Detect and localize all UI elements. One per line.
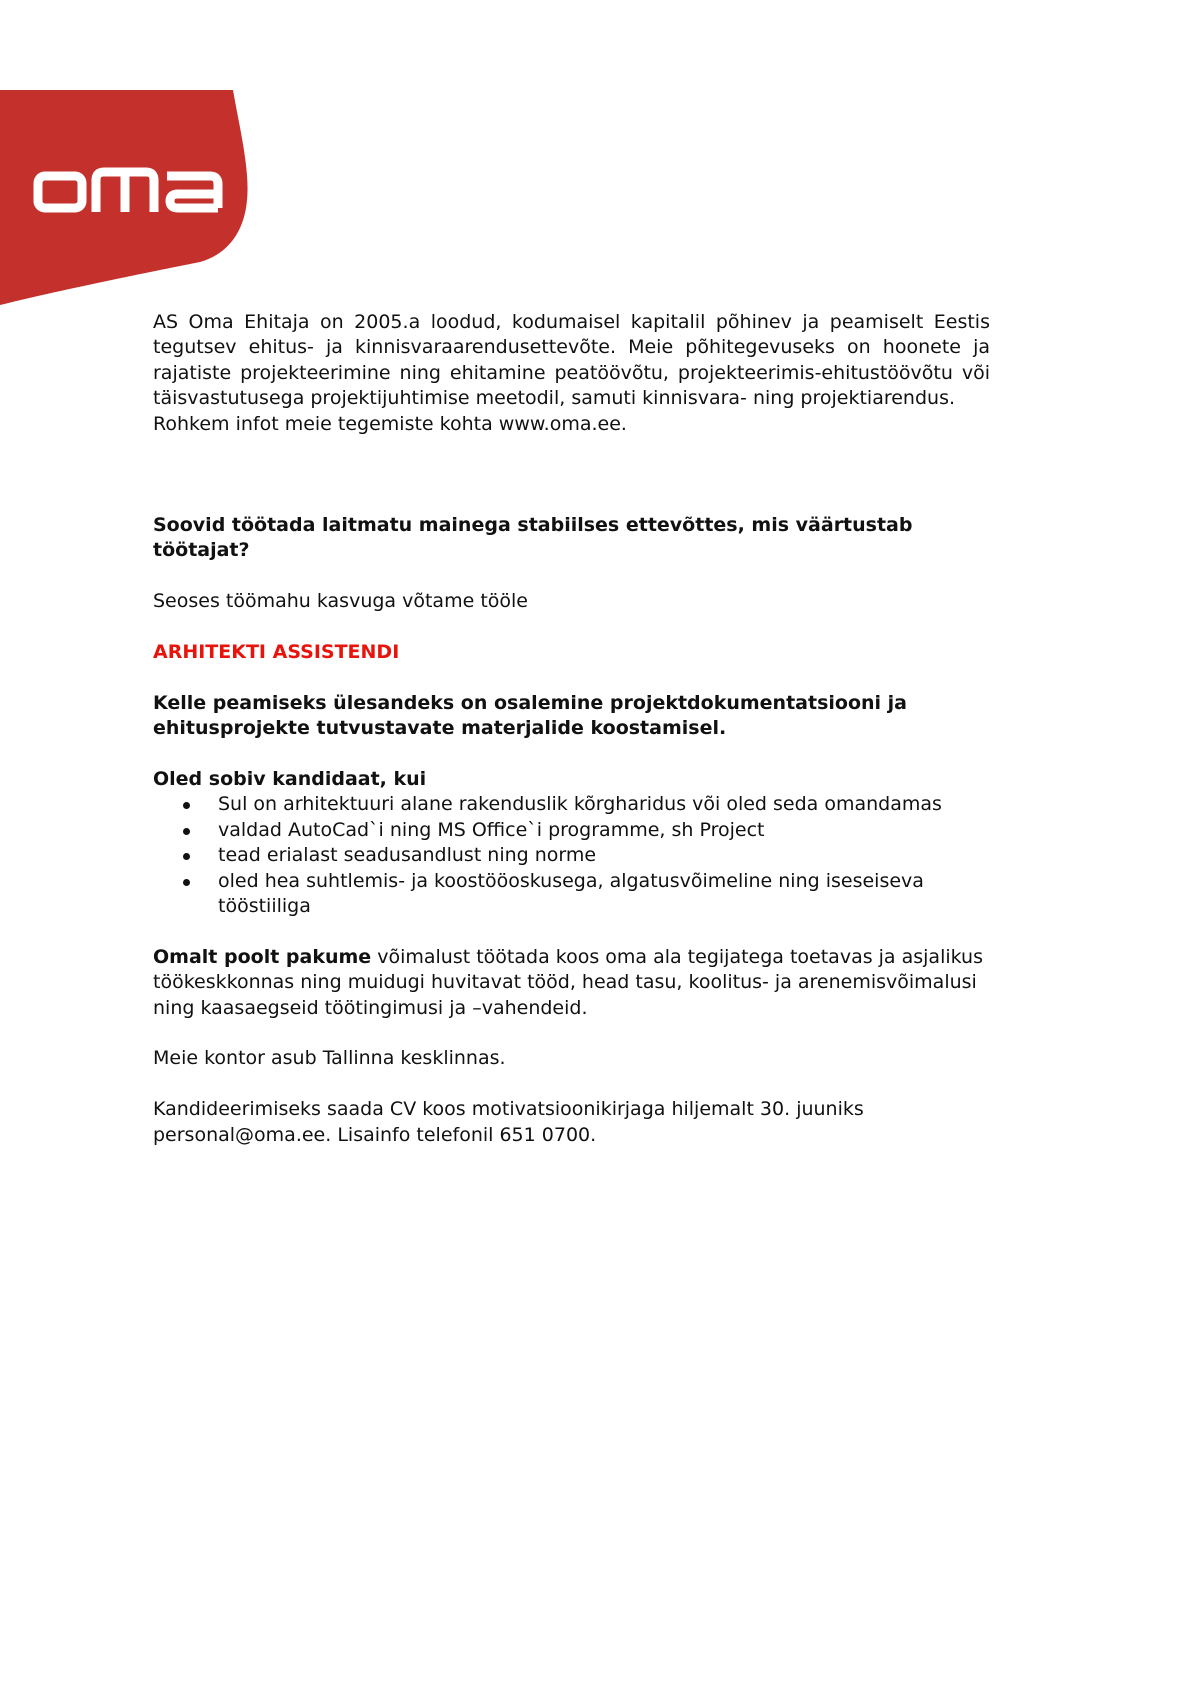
intro-line: AS Oma Ehitaja on 2005.a loodud, kodumaisel kapitalil põhinev ja peamiselt Eestis — [153, 311, 990, 333]
requirements-heading: Oled sobiv kandidaat, kui — [153, 768, 427, 791]
bullet-icon — [183, 828, 190, 835]
bullet-icon — [183, 853, 190, 860]
requirement-item: valdad AutoCad`i ning MS Office`i programme, sh Project — [153, 818, 990, 843]
offer-paragraph — [153, 945, 990, 1021]
main-task — [153, 691, 990, 742]
main-task-line: ehitusprojekte tutvustavate materjalide koostamisel. — [153, 717, 727, 740]
main-task-line: Kelle peamiseks ülesandeks on osalemine projektdokumentatsiooni ja — [153, 691, 907, 714]
apply-contact: . Lisainfo telefonil 651 0700. — [325, 1123, 597, 1146]
apply-paragraph — [153, 1097, 990, 1148]
intro-line: Rohkem infot meie tegemiste kohta www.oma.ee. — [153, 412, 627, 435]
intro-line: tegutsev ehitus- ja kinnisvaraarendusettevõte. Meie põhitegevuseks on hoonete ja — [153, 336, 990, 359]
bullet-icon — [183, 879, 190, 886]
requirement-item: tead erialast seadusandlust ning norme — [153, 843, 990, 868]
apply-line: Kandideerimiseks saada CV koos motivatsioonikirjaga hiljemalt 30. juuniks — [153, 1098, 864, 1121]
intro-paragraph — [153, 310, 990, 437]
offer-text: võimalust töötada koos oma ala tegijatega toetavas ja asjalikus töökeskkonnas ning muidugi huvitavat tööd, head tasu, koolitus- ja arenemisvõimalusi ning kaasaegseid töötingimusi ja –vahendeid. — [153, 945, 983, 1019]
oma-logo-shape — [0, 0, 260, 320]
requirement-item: oled hea suhtlemis- ja koostööoskusega, algatusvõimeline ning iseseiseva tööstiiliga — [153, 869, 990, 920]
bullet-icon — [183, 802, 190, 809]
apply-email-link[interactable]: personal@oma.ee — [153, 1123, 326, 1146]
requirement-item: Sul on arhitektuuri alane rakenduslik kõrgharidus või oled seda omandamas — [153, 792, 990, 817]
offer-lead: Omalt poolt pakume — [153, 945, 372, 968]
job-title: ARHITEKTI ASSISTENDI — [153, 641, 400, 664]
hiring-intro: Seoses töömahu kasvuga võtame tööle — [153, 590, 528, 613]
intro-line: rajatiste projekteerimine ning ehitamine peatöövõtu, projekteerimis-ehitustöövõtu või — [153, 361, 990, 384]
location-text: Meie kontor asub Tallinna kesklinnas. — [153, 1047, 506, 1070]
job-posting — [153, 310, 990, 1148]
intro-line: täisvastutusega projektijuhtimise meetodil, samuti kinnisvara- ning projektiarendus. — [153, 387, 956, 410]
oma-logo — [0, 0, 260, 320]
question-heading: Soovid töötada laitmatu mainega stabiilses ettevõttes, mis väärtustab töötajat? — [153, 514, 913, 562]
requirements-list — [153, 792, 990, 919]
